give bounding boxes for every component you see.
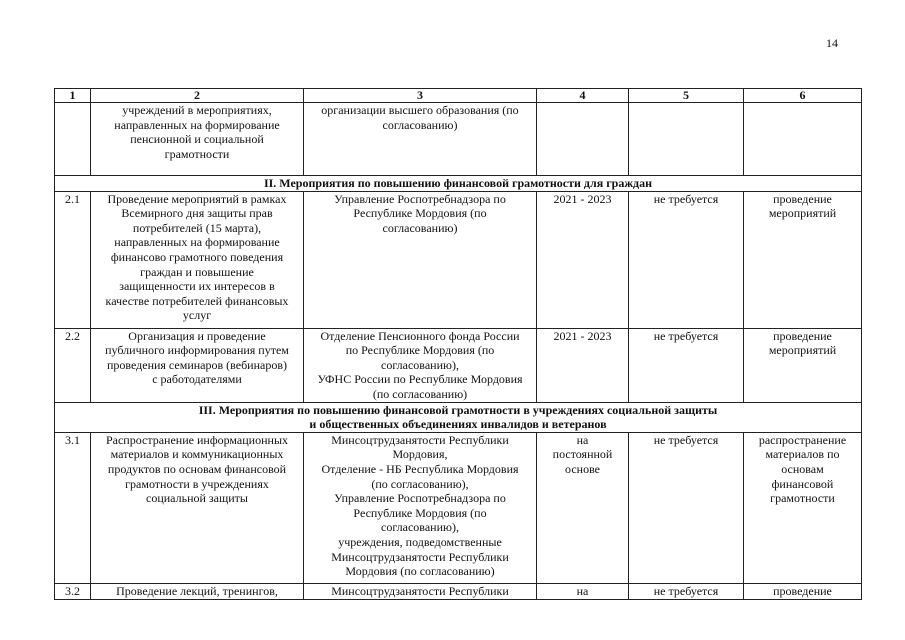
event-text-line: публичного информирования путем xyxy=(105,343,289,358)
event-text-line: грамотности в учреждениях xyxy=(125,476,269,491)
period-text-line: постоянной xyxy=(552,447,613,462)
result-text-line: материалов по xyxy=(765,447,840,462)
executor-text-line: Отделение Пенсионного фонда России xyxy=(320,328,520,343)
table-row xyxy=(55,103,862,176)
section-title-line: III. Мероприятия по повышению финансовой грамотности в учреждениях социальной защиты xyxy=(198,402,718,417)
result-cell xyxy=(744,191,862,328)
executor-text-line: согласованию) xyxy=(382,117,458,132)
funding-cell xyxy=(629,103,744,176)
executor-text-line: согласованию), xyxy=(381,357,459,372)
event-text-line: Проведение лекций, тренингов, xyxy=(116,583,278,598)
result-text-line: основам xyxy=(781,461,824,476)
row-number-cell: 2.1 xyxy=(55,191,91,328)
event-text-line: направленных на формирование xyxy=(114,117,280,132)
funding-cell: не требуется xyxy=(629,432,744,583)
executor-text-line: (по согласованию) xyxy=(372,386,468,401)
result-cell xyxy=(744,328,862,402)
result-text-line: проведение xyxy=(773,328,832,343)
event-text-line: с работодателями xyxy=(152,372,242,387)
executor-text-line: Управление Роспотребнадзора по xyxy=(334,191,506,206)
event-text-line: социальной защиты xyxy=(146,491,248,506)
executor-text-line: Республике Мордовия (по xyxy=(353,206,487,221)
event-text-line: Всемирного дня защиты прав xyxy=(121,206,273,221)
funding-cell: не требуется xyxy=(629,191,744,328)
measures-table xyxy=(54,88,862,600)
funding-cell: не требуется xyxy=(629,328,744,402)
column-header-5: 5 xyxy=(629,89,744,103)
executor-text-line: Мордовия (по согласованию) xyxy=(345,564,495,579)
table-row xyxy=(55,583,862,599)
result-text-line: распространение xyxy=(758,432,847,447)
event-cell xyxy=(91,103,304,176)
executor-text-line: по Республике Мордовия (по xyxy=(345,343,495,358)
result-cell xyxy=(744,432,862,583)
result-text-line: мероприятий xyxy=(768,206,837,221)
event-text-line: материалов и коммуникационных xyxy=(110,447,284,462)
event-text-line: учреждений в мероприятиях, xyxy=(122,103,272,117)
event-cell xyxy=(91,432,304,583)
section-header-row xyxy=(55,402,862,432)
event-text-line: проведения семинаров (вебинаров) xyxy=(106,357,288,372)
executor-text-line: Республике Мордовия (по xyxy=(353,505,487,520)
row-number-cell: 3.2 xyxy=(55,583,91,599)
executor-text-line: Минсоцтрудзанятости Республики xyxy=(331,549,509,564)
row-number-cell: 2.2 xyxy=(55,328,91,402)
event-text-line: защищенности их интересов в xyxy=(119,279,275,294)
period-text-line: на xyxy=(576,432,589,447)
event-text-line: направленных на формирование xyxy=(114,235,280,250)
funding-cell: не требуется xyxy=(629,583,744,599)
event-text-line: потребителей (15 марта), xyxy=(132,220,262,235)
section-title: II. Мероприятия по повышению финансовой грамотности для граждан xyxy=(55,176,862,192)
event-text-line: Распространение информационных xyxy=(105,432,289,447)
section-header-row xyxy=(55,176,862,192)
event-text-line: пенсионной и социальной xyxy=(130,132,264,147)
result-text-line: грамотности xyxy=(770,491,835,506)
row-number-cell xyxy=(55,103,91,176)
table-row xyxy=(55,432,862,583)
period-cell: на xyxy=(537,583,629,599)
executor-text-line: организации высшего образования (по xyxy=(321,103,519,117)
executor-text-line: учреждения, подведомственные xyxy=(338,534,502,549)
executor-text-line: согласованию) xyxy=(382,220,458,235)
column-header-4: 4 xyxy=(537,89,629,103)
event-text-line: Проведение мероприятий в рамках xyxy=(107,191,287,206)
executor-cell xyxy=(304,103,537,176)
table-header-row xyxy=(55,89,862,103)
executor-cell xyxy=(304,432,537,583)
column-header-3: 3 xyxy=(304,89,537,103)
executor-cell xyxy=(304,191,537,328)
period-cell xyxy=(537,432,629,583)
event-text-line: качестве потребителей финансовых xyxy=(105,293,289,308)
event-cell xyxy=(91,191,304,328)
result-cell: проведение xyxy=(744,583,862,599)
executor-cell xyxy=(304,583,537,599)
event-text-line: граждан и повышение xyxy=(140,264,254,279)
executor-text-line: Минсоцтрудзанятости Республики xyxy=(331,432,509,447)
event-text-line: Организация и проведение xyxy=(128,328,266,343)
period-cell: 2021 - 2023 xyxy=(537,328,629,402)
event-text-line: услуг xyxy=(182,308,212,323)
column-header-1: 1 xyxy=(55,89,91,103)
executor-cell xyxy=(304,328,537,402)
period-cell xyxy=(537,103,629,176)
section-title-line: и общественных объединениях инвалидов и ветеранов xyxy=(309,417,607,432)
section-title xyxy=(55,402,862,432)
period-text-line: основе xyxy=(565,461,600,476)
executor-text-line: (по согласованию), xyxy=(371,476,469,491)
period-cell: 2021 - 2023 xyxy=(537,191,629,328)
event-text-line: продуктов по основам финансовой xyxy=(107,461,287,476)
event-cell xyxy=(91,328,304,402)
table-row xyxy=(55,328,862,402)
executor-text-line: УФНС России по Республике Мордовия xyxy=(317,372,523,387)
result-text-line: мероприятий xyxy=(768,343,837,358)
event-text-line: грамотности xyxy=(164,146,230,161)
executor-text-line: Мордовия, xyxy=(392,447,448,462)
column-header-6: 6 xyxy=(744,89,862,103)
executor-text-line: согласованию), xyxy=(381,520,459,535)
result-cell xyxy=(744,103,862,176)
event-text-line: финансово грамотного поведения xyxy=(110,249,284,264)
event-cell xyxy=(91,583,304,599)
executor-text-line: Управление Роспотребнадзора по xyxy=(334,491,506,506)
column-header-2: 2 xyxy=(91,89,304,103)
result-text-line: финансовой xyxy=(771,476,834,491)
table-row xyxy=(55,191,862,328)
page-number: 14 xyxy=(826,36,838,50)
executor-text-line: Отделение - НБ Республика Мордовия xyxy=(321,461,519,476)
row-number-cell: 3.1 xyxy=(55,432,91,583)
result-text-line: проведение xyxy=(773,191,832,206)
executor-text-line: Минсоцтрудзанятости Республики xyxy=(331,583,509,598)
